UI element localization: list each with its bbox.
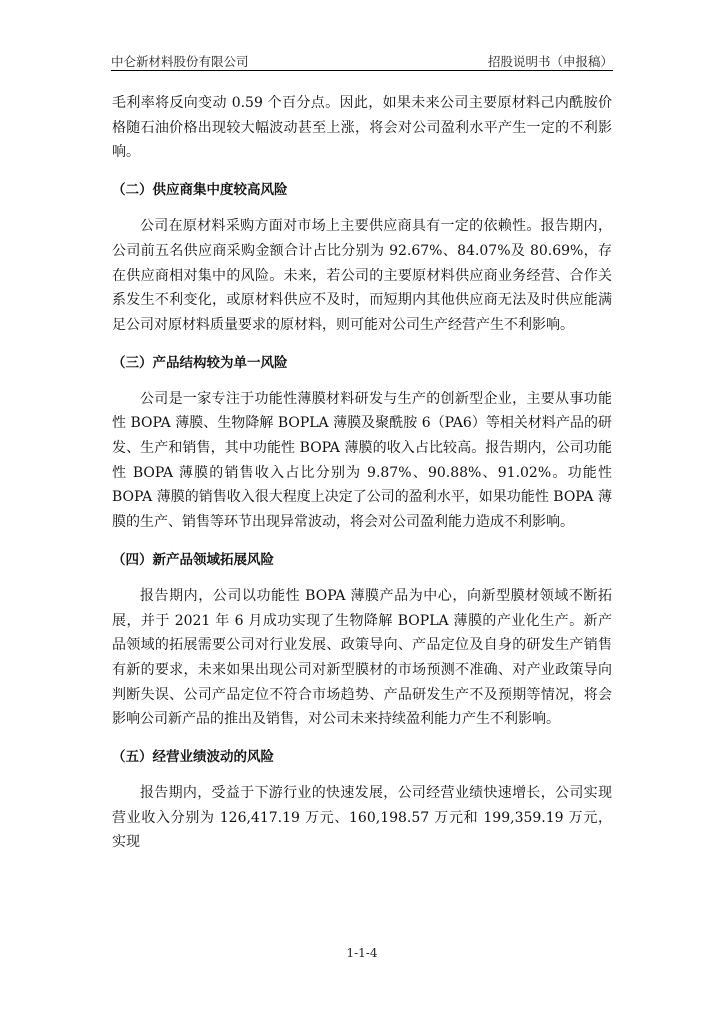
section-3-title: （三）产品结构较为单一风险 xyxy=(112,354,288,371)
section-4-title: （四）新产品领域拓展风险 xyxy=(112,551,274,568)
document-type: 招股说明书（申报稿） xyxy=(487,54,613,69)
section-4-body: 报告期内，公司以功能性 BOPA 薄膜产品为中心，向新型膜材领域不断拓展，并于 2021 年 6 月成功实现了生物降解 BOPLA 薄膜的产业化生产。新产品领域的拓展需要公司对行业发展、政策导向、产品定位及自身的研发生产销售有新的要求，未来如果出现公司对新型膜材的市场预测不准确、对产业政策导向判断失误、公司产品定位不符合市场趋势、产品研发生产不及预期等情况，将会影响公司新产品的推出及销售，对公司未来持续盈利能力产生不利影响。 xyxy=(112,587,612,728)
section-5-body: 报告期内，受益于下游行业的快速发展，公司经营业绩快速增长，公司实现营业收入分别为 126,417.19 万元、160,198.57 万元和 199,359.19 万元，实现 xyxy=(112,785,612,851)
page-number: 1-1-4 xyxy=(346,946,378,960)
section-3-body: 公司是一家专注于功能性薄膜材料研发与生产的创新型企业，主要从事功能性 BOPA 薄膜、生物降解 BOPLA 薄膜及聚酰胺 6（PA6）等相关材料产品的研发、生产和销售，其中功能性 BOPA 薄膜的收入占比较高。报告期内，公司功能性 BOPA 薄膜的销售收入占比分别为 9.87%、90.88%、91.02%。功能性 BOPA 薄膜的销售收入很大程度上决定了公司的盈利水平，如果功能性 BOPA 薄膜的生产、销售等环节出现异常波动，将会对公司盈利能力造成不利影响。 xyxy=(112,390,612,531)
section-2-title: （二）供应商集中度较高风险 xyxy=(112,182,288,199)
page-header xyxy=(111,52,613,72)
company-name: 中仑新材料股份有限公司 xyxy=(111,54,249,69)
document-body xyxy=(112,91,612,855)
section-2-body: 公司在原材料采购方面对市场上主要供应商具有一定的依赖性。报告期内，公司前五名供应商采购金额合计占比分别为 92.67%、84.07%及 80.69%，存在供应商相对集中的风险。未来，若公司的主要原材料供应商业务经营、合作关系发生不利变化，或原材料供应不及时，而短期内其他供应商无法及时供应能满足公司对原材料质量要求的原材料，则可能对公司生产经营产生不利影响。 xyxy=(112,218,612,333)
intro-paragraph: 毛利率将反向变动 0.59 个百分点。因此，如果未来公司主要原材料己内酰胺价格随石油价格出现较大幅波动甚至上涨，将会对公司盈利水平产生一定的不利影响。 xyxy=(112,95,612,161)
header-rule xyxy=(111,70,613,71)
section-5-title: （五）经营业绩波动的风险 xyxy=(112,749,274,766)
